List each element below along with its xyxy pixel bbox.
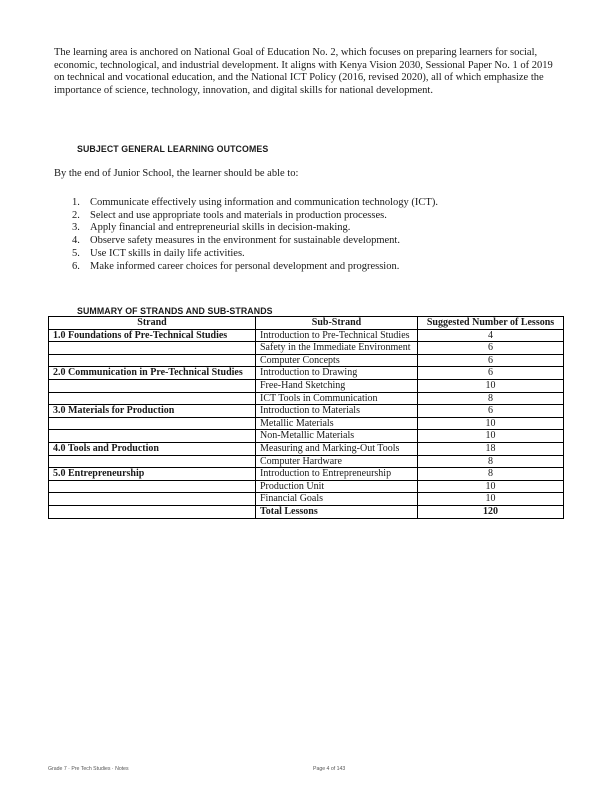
- sub-strand-cell: Introduction to Materials: [256, 405, 418, 418]
- lessons-cell: 10: [418, 379, 564, 392]
- table-row: [49, 417, 564, 430]
- lessons-cell: 8: [418, 455, 564, 468]
- lessons-cell: 10: [418, 493, 564, 506]
- strand-cell: 3.0 Materials for Production: [49, 405, 256, 418]
- strands-table: [48, 316, 564, 519]
- sub-strand-cell: Financial Goals: [256, 493, 418, 506]
- outcome-item: [72, 235, 438, 248]
- strand-cell: 4.0 Tools and Production: [49, 442, 256, 455]
- outcome-text: Apply financial and entrepreneurial skills in decision-making.: [90, 222, 351, 234]
- outcome-text: Make informed career choices for personal development and progression.: [90, 260, 400, 272]
- outcome-number: 5.: [72, 247, 80, 259]
- sub-strand-cell: Free-Hand Sketching: [256, 379, 418, 392]
- lessons-cell: 8: [418, 468, 564, 481]
- outcome-item: [72, 261, 438, 274]
- sub-strand-cell: ICT Tools in Communication: [256, 392, 418, 405]
- lessons-cell: 6: [418, 342, 564, 355]
- outcomes-list: [72, 197, 438, 273]
- outcome-item: [72, 222, 438, 235]
- table-row: [49, 354, 564, 367]
- outcome-text: Use ICT skills in daily life activities.: [90, 247, 245, 259]
- footer-page-number: Page 4 of 143: [313, 766, 346, 772]
- outcome-text: Select and use appropriate tools and materials in production processes.: [90, 209, 387, 221]
- strand-cell: [49, 417, 256, 430]
- sub-strand-cell: Safety in the Immediate Environment: [256, 342, 418, 355]
- strand-cell: [49, 354, 256, 367]
- strand-cell: [49, 392, 256, 405]
- outcome-item: [72, 248, 438, 261]
- lessons-cell: 18: [418, 442, 564, 455]
- table-row: [49, 392, 564, 405]
- sub-strand-cell: Introduction to Pre-Technical Studies: [256, 329, 418, 342]
- outcome-item: [72, 197, 438, 210]
- total-label: Total Lessons: [256, 505, 418, 518]
- lessons-cell: 4: [418, 329, 564, 342]
- table-row: [49, 468, 564, 481]
- strand-cell: 2.0 Communication in Pre-Technical Studies: [49, 367, 256, 380]
- outcome-number: 4.: [72, 235, 80, 247]
- table-row: [49, 442, 564, 455]
- outcome-number: 2.: [72, 209, 80, 221]
- lessons-cell: 6: [418, 405, 564, 418]
- sub-strand-cell: Measuring and Marking-Out Tools: [256, 442, 418, 455]
- outcome-text: Observe safety measures in the environment for sustainable development.: [90, 235, 400, 247]
- lessons-cell: 10: [418, 430, 564, 443]
- lessons-cell: 6: [418, 354, 564, 367]
- sub-strand-cell: Metallic Materials: [256, 417, 418, 430]
- strand-cell: [49, 480, 256, 493]
- strand-cell: [49, 379, 256, 392]
- table-row: [49, 367, 564, 380]
- column-header-lessons: Suggested Number of Lessons: [418, 317, 564, 330]
- outcome-item: [72, 210, 438, 223]
- sub-strand-cell: Computer Hardware: [256, 455, 418, 468]
- table-header-row: [49, 317, 564, 330]
- strand-cell: [49, 430, 256, 443]
- summary-heading: SUMMARY OF STRANDS AND SUB-STRANDS: [77, 306, 273, 316]
- lessons-cell: 10: [418, 480, 564, 493]
- strand-cell: [49, 342, 256, 355]
- table-row: [49, 455, 564, 468]
- outcome-number: 6.: [72, 260, 80, 272]
- sub-strand-cell: Production Unit: [256, 480, 418, 493]
- strand-cell: 5.0 Entrepreneurship: [49, 468, 256, 481]
- intro-paragraph: The learning area is anchored on National Goal of Education No. 2, which focuses on preparing learners for social, economic, technological, and industrial development. It aligns with Kenya Vision 2030, Sessional Paper No. 1 of 2019 on technical and vocational education, and the National ICT Policy (2016, revised 2020), all of which emphasize the importance of science, technology, innovation, and digital skills for national development.: [54, 47, 553, 96]
- lessons-cell: 10: [418, 417, 564, 430]
- outcome-number: 1.: [72, 197, 80, 208]
- strand-cell: 1.0 Foundations of Pre-Technical Studies: [49, 329, 256, 342]
- lessons-cell: 6: [418, 367, 564, 380]
- table-row: [49, 379, 564, 392]
- outcomes-heading: SUBJECT GENERAL LEARNING OUTCOMES: [77, 144, 269, 154]
- sub-strand-cell: Introduction to Drawing: [256, 367, 418, 380]
- column-header-sub-strand: Sub-Strand: [256, 317, 418, 330]
- table-row: [49, 342, 564, 355]
- lessons-cell: 8: [418, 392, 564, 405]
- strand-cell: [49, 493, 256, 506]
- total-value: 120: [418, 505, 564, 518]
- outcomes-lead: By the end of Junior School, the learner should be able to:: [54, 168, 299, 179]
- table-row: [49, 480, 564, 493]
- column-header-strand: Strand: [49, 317, 256, 330]
- strand-cell: [49, 455, 256, 468]
- total-row: [49, 505, 564, 518]
- strand-cell: [49, 505, 256, 518]
- table-row: [49, 405, 564, 418]
- outcome-number: 3.: [72, 222, 80, 234]
- table-row: [49, 329, 564, 342]
- sub-strand-cell: Non-Metallic Materials: [256, 430, 418, 443]
- table-row: [49, 493, 564, 506]
- outcome-text: Communicate effectively using information and communication technology (ICT).: [90, 197, 438, 208]
- sub-strand-cell: Computer Concepts: [256, 354, 418, 367]
- sub-strand-cell: Introduction to Entrepreneurship: [256, 468, 418, 481]
- footer-document-title: Grade 7 · Pre Tech Studies · Notes: [48, 766, 129, 772]
- table-row: [49, 430, 564, 443]
